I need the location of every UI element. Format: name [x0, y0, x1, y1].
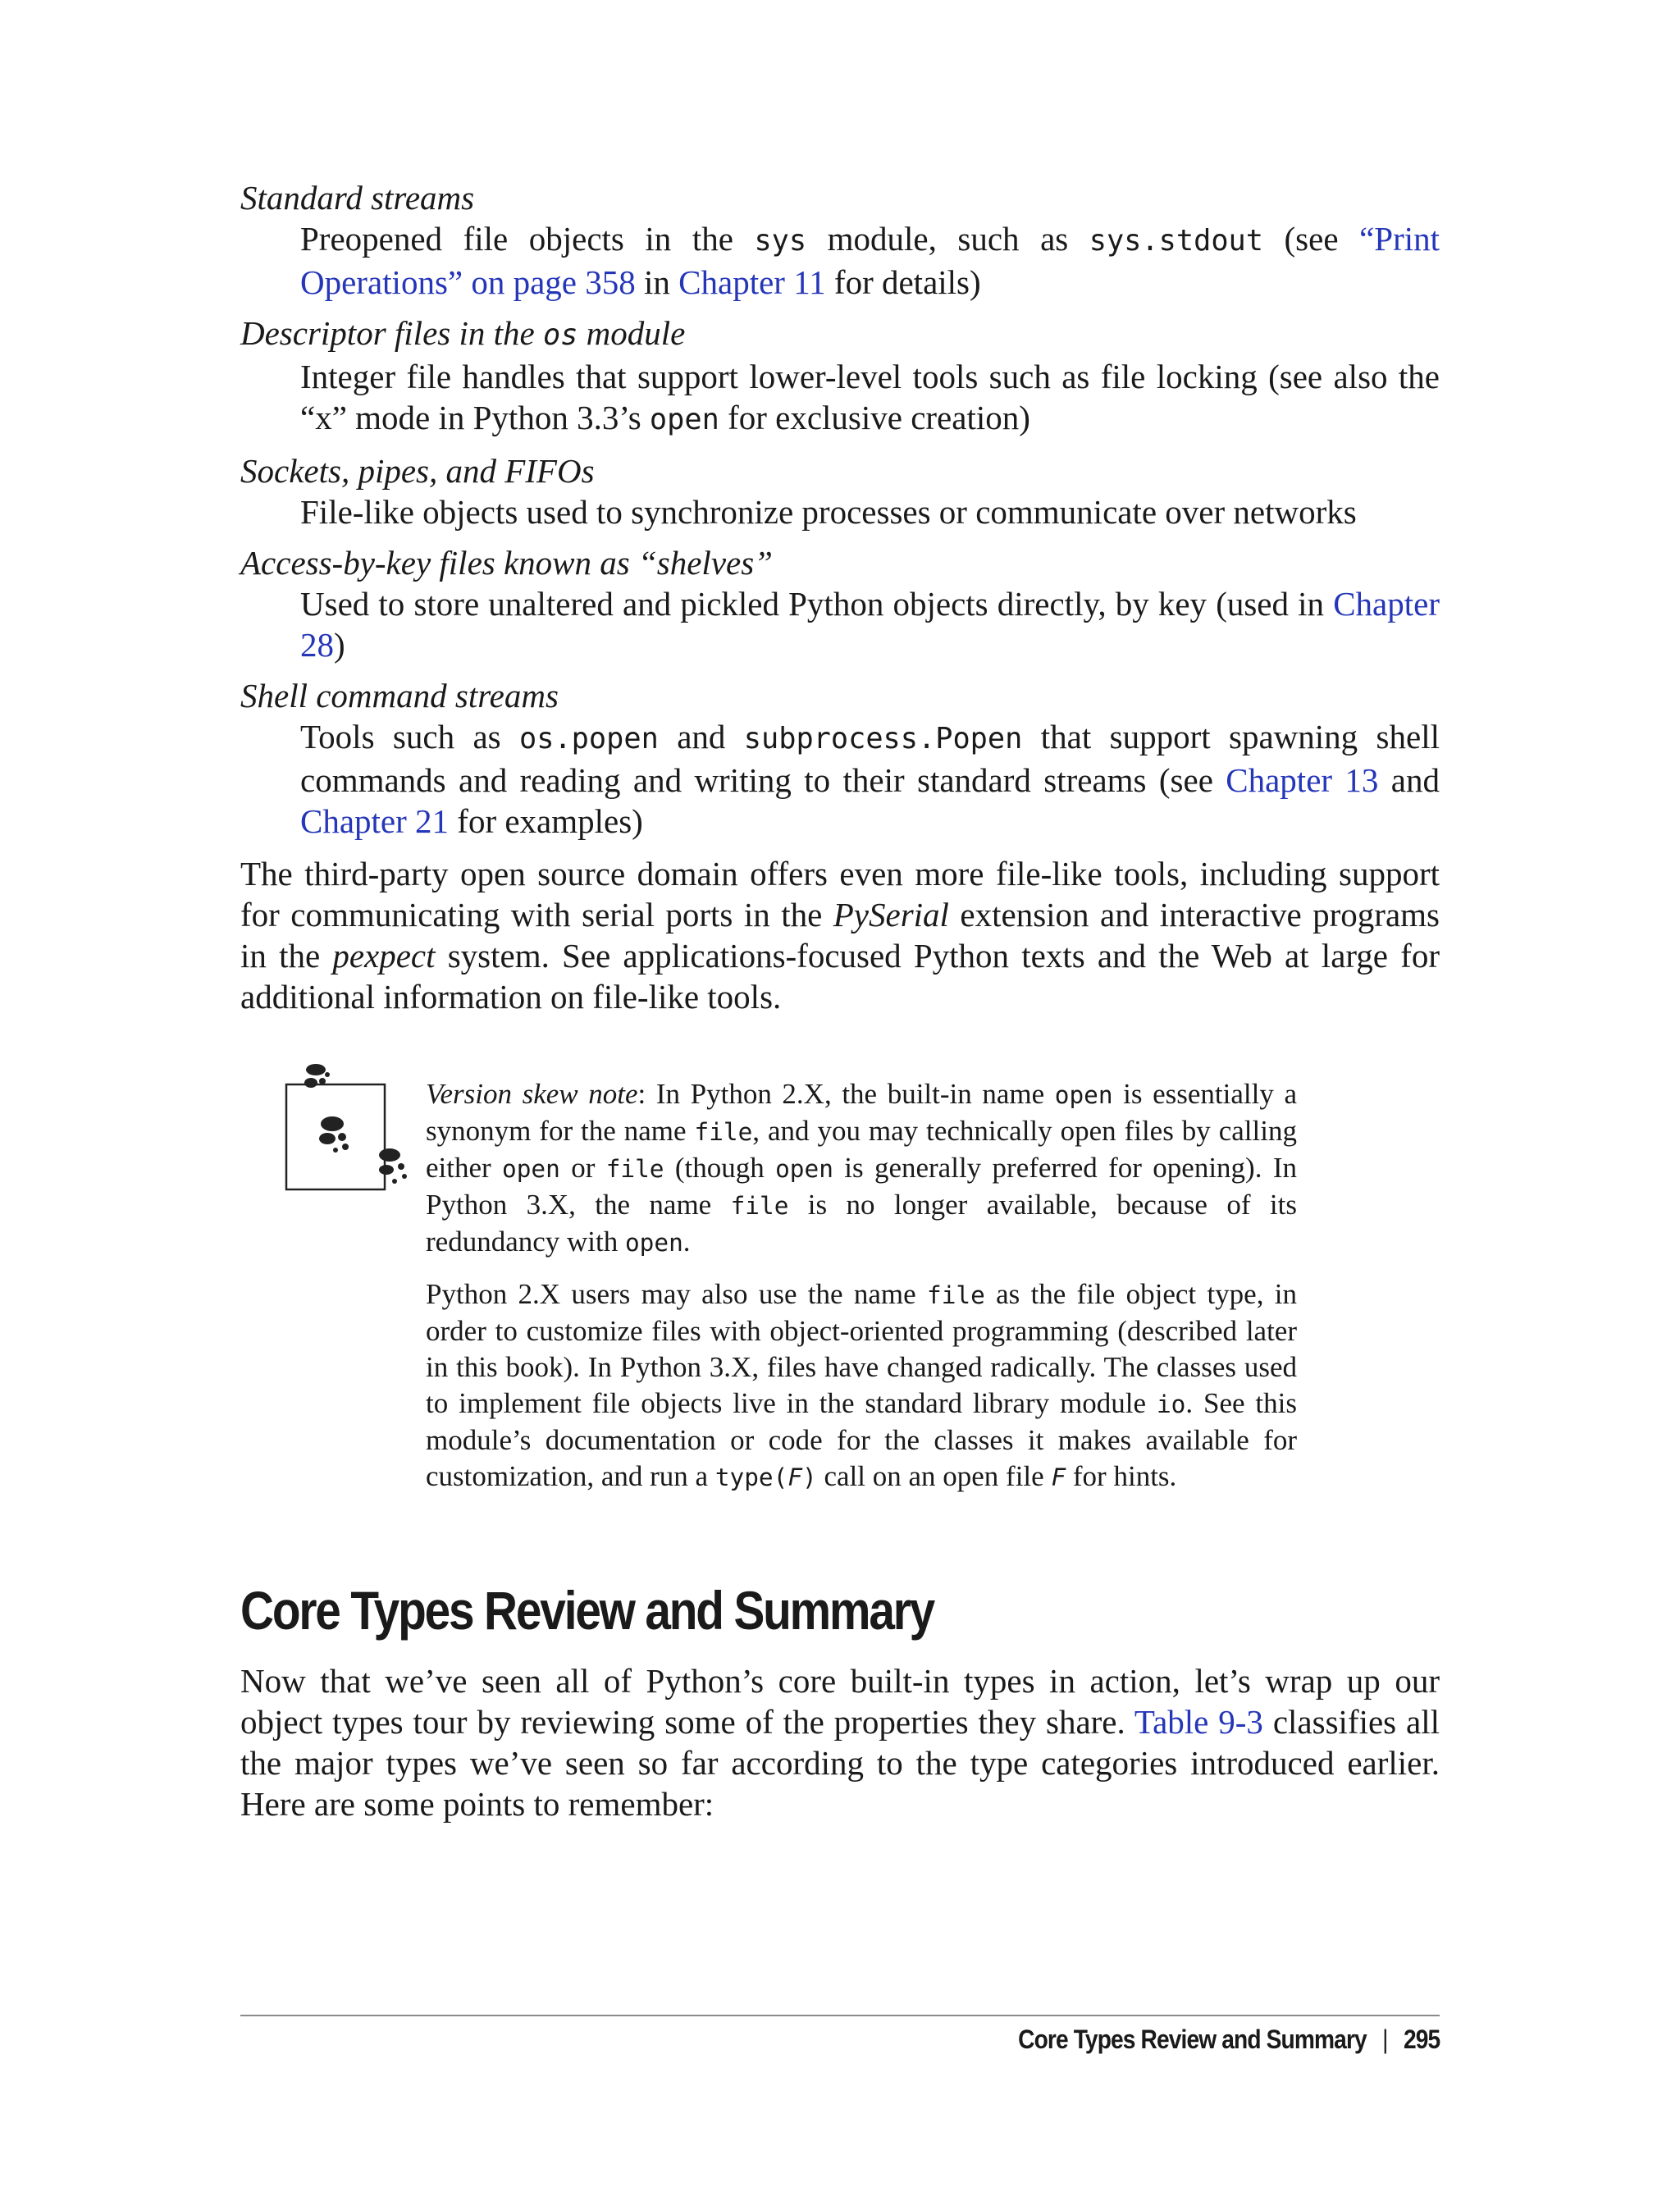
inline-code: open	[502, 1155, 560, 1183]
page-number: 295	[1403, 2025, 1440, 2054]
text-run: , and you may technically open files by calling either	[426, 1115, 1297, 1184]
list-description	[300, 583, 1440, 665]
text-run: or	[559, 1152, 606, 1184]
note-paragraph	[426, 1076, 1297, 1261]
cross-reference-link[interactable]: Chapter 21	[300, 802, 450, 840]
inline-code: file	[730, 1192, 789, 1220]
inline-code: type(	[714, 1463, 788, 1491]
text-run: Python 2.X users may also use the name	[426, 1278, 928, 1310]
inline-code: os	[542, 318, 578, 352]
inline-code: sys	[754, 224, 807, 258]
third-party-paragraph	[240, 853, 1440, 1017]
cross-reference-link[interactable]: Chapter 13	[1226, 761, 1379, 799]
text-run: (see	[1263, 220, 1360, 258]
footer-separator: |	[1381, 2025, 1388, 2054]
text-run: call on an open file	[816, 1460, 1052, 1492]
text-run: that support spawning shell commands and reading and writing to their standard streams (see	[300, 718, 1440, 799]
text-run: for hints.	[1066, 1460, 1177, 1492]
text-run: Used to store unaltered and pickled Python objects directly, by key (used in	[300, 585, 1334, 623]
cross-reference-link[interactable]: Chapter 28	[300, 585, 1440, 664]
text-run: module, such as	[806, 220, 1089, 258]
text-run: for examples)	[449, 802, 643, 840]
text-run: . See this module’s documentation or code for the classes it makes available for customization, and run a	[426, 1387, 1297, 1492]
text-run: is no longer available, because of its redundancy with	[426, 1189, 1297, 1258]
list-description	[300, 218, 1440, 303]
list-term: Shell command streams	[240, 677, 559, 714]
summary-paragraph	[240, 1660, 1440, 1824]
running-head: Core Types Review and Summary	[1017, 2025, 1367, 2054]
scorpion-note-icon	[283, 1058, 414, 1198]
inline-code: sys.stdout	[1089, 224, 1263, 258]
list-description	[300, 491, 1440, 532]
inline-code: F	[1051, 1463, 1066, 1491]
inline-code: file	[694, 1118, 753, 1146]
text-run: is essentially a synonym for the name	[426, 1078, 1298, 1147]
emphasis-text: PySerial	[833, 896, 949, 934]
text-run: .	[682, 1226, 691, 1258]
inline-code: F	[788, 1463, 803, 1491]
cross-reference-link[interactable]: Chapter 11	[678, 263, 826, 301]
text-run: The third-party open source domain offers even more file-like tools, including support for communicating with serial ports in the	[240, 855, 1440, 934]
text-run: and	[1378, 761, 1440, 799]
cross-reference-link[interactable]: “Print Operations” on page 358	[300, 220, 1440, 301]
text-run: in	[635, 263, 679, 301]
inline-code: open	[649, 403, 719, 436]
list-term: Sockets, pipes, and FIFOs	[240, 452, 595, 490]
text-run: is generally preferred for opening). In Python 3.X, the name	[426, 1152, 1297, 1221]
text-run: system. See applications-focused Python texts and the Web at large for additional information on file-like tools.	[240, 937, 1440, 1016]
cross-reference-link[interactable]: Table 9-3	[1134, 1703, 1263, 1741]
emphasis-text: Version skew note	[426, 1078, 638, 1110]
list-description	[300, 356, 1440, 441]
page-footer	[1018, 2025, 1440, 2055]
list-term: Access-by-key files known as “shelves”	[240, 544, 773, 582]
inline-code: os.popen	[519, 722, 659, 756]
text-run: for exclusive creation)	[719, 399, 1030, 436]
emphasis-text: pexpect	[332, 937, 436, 975]
text-run: Now that we’ve seen all of Python’s core built-in types in action, let’s wrap up our object types tour by reviewing some of the properties they share.	[240, 1662, 1440, 1741]
text-run: Descriptor files in the	[240, 314, 543, 352]
text-run: File-like objects used to synchronize processes or communicate over networks	[300, 493, 1357, 531]
inline-code: )	[802, 1463, 817, 1491]
text-run: and	[658, 718, 744, 756]
footer-rule	[240, 2015, 1440, 2016]
inline-code: subprocess.Popen	[743, 722, 1023, 756]
list-term: Standard streams	[240, 179, 475, 217]
inline-code: file	[927, 1281, 985, 1309]
text-run: : In Python 2.X, the built-in name	[637, 1078, 1055, 1110]
text-run: for details)	[825, 263, 981, 301]
inline-code: open	[1054, 1081, 1113, 1109]
text-run: Integer file handles that support lower-level tools such as file locking (see also the “x” mode in Python 3.3’s	[300, 358, 1440, 436]
text-run: Tools such as	[300, 718, 520, 756]
inline-code: io	[1156, 1390, 1186, 1418]
inline-code: open	[624, 1229, 683, 1257]
list-description	[300, 716, 1440, 842]
section-heading: Core Types Review and Summary	[240, 1580, 934, 1641]
inline-code: file	[605, 1155, 664, 1183]
text-run: Preopened file objects in the	[300, 220, 755, 258]
text-run: )	[334, 626, 345, 664]
text-run: (though	[664, 1152, 776, 1184]
text-run: classifies all the major types we’ve seen so far according to the type categories introduced earlier. Here are some points to remember:	[240, 1703, 1440, 1823]
inline-code: open	[775, 1155, 833, 1183]
text-run: as the file object type, in order to customize files with object-oriented programming (described later in this book). In Python 3.X, files have changed radically. The classes used to implement file objects live in the standard library module	[426, 1278, 1297, 1419]
text-run: extension and interactive programs in the	[240, 896, 1440, 975]
text-run: module	[578, 314, 686, 352]
list-term	[240, 313, 1440, 356]
note-paragraph	[426, 1276, 1297, 1495]
file-tools-list	[240, 177, 1440, 851]
